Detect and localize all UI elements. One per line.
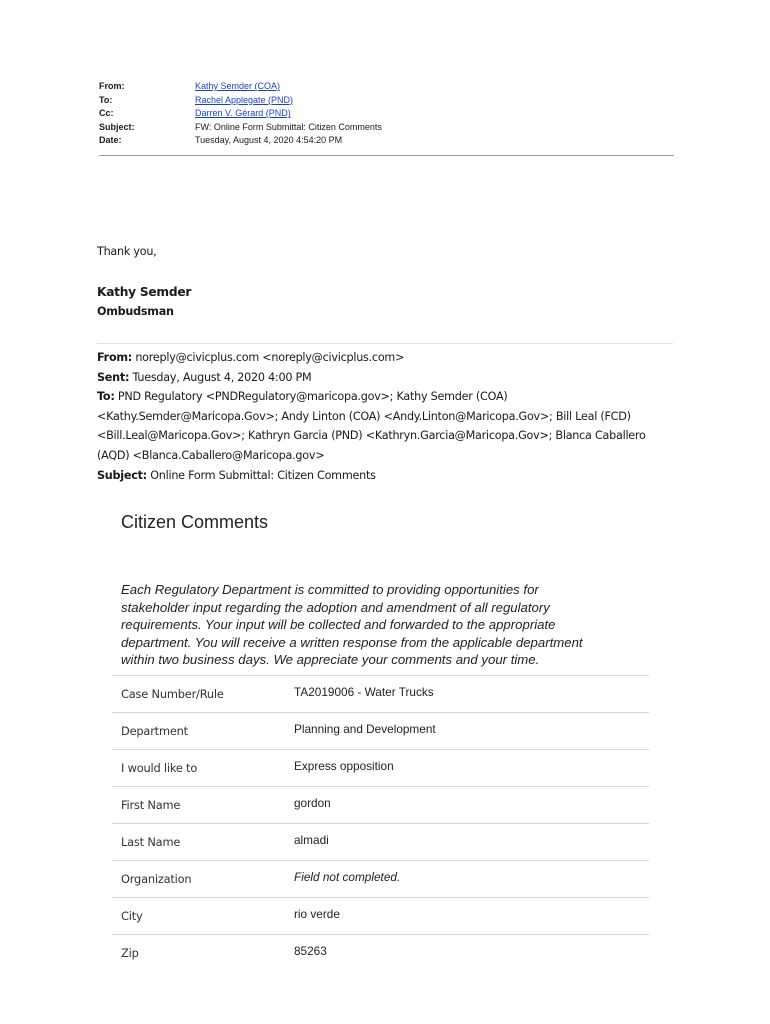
field-value: almadi bbox=[294, 833, 329, 847]
signature-title: Ombudsman bbox=[97, 305, 174, 318]
form-intro-line: Each Regulatory Department is committed to providing opportunities for bbox=[121, 582, 539, 597]
field-value: Field not completed. bbox=[294, 870, 401, 884]
form-row-city bbox=[112, 897, 649, 934]
header-cc-row bbox=[99, 107, 674, 121]
forwarded-from-value: noreply@civicplus.com <noreply@civicplus.com> bbox=[132, 351, 405, 364]
field-label: Case Number/Rule bbox=[121, 687, 224, 701]
form-intro-line: within two business days. We appreciate your comments and your time. bbox=[121, 652, 540, 668]
header-subject-value: FW: Online Form Submittal: Citizen Comments bbox=[195, 121, 382, 132]
header-to-row bbox=[99, 94, 674, 108]
header-date-row bbox=[99, 134, 674, 148]
header-from-row bbox=[99, 80, 674, 94]
forwarded-subject-value: Online Form Submittal: Citizen Comments bbox=[146, 468, 376, 482]
header-divider bbox=[99, 155, 674, 156]
header-cc-link[interactable]: Darren V. Gérard (PND) bbox=[195, 108, 291, 119]
forwarded-header bbox=[97, 348, 677, 485]
field-value: Express opposition bbox=[294, 759, 394, 773]
field-label: I would like to bbox=[121, 761, 198, 775]
signature-name: Kathy Semder bbox=[97, 285, 192, 299]
header-date-value: Tuesday, August 4, 2020 4:54:20 PM bbox=[195, 135, 343, 146]
header-to-link[interactable]: Rachel Applegate (PND) bbox=[195, 94, 294, 105]
field-label: Zip bbox=[121, 946, 139, 960]
form-row-case-number bbox=[112, 675, 649, 712]
form-intro bbox=[121, 581, 651, 669]
field-value: gordon bbox=[294, 796, 331, 810]
forwarded-from-label: From: bbox=[97, 351, 133, 364]
forwarded-sent-value: Tuesday, August 4, 2020 4:00 PM bbox=[129, 370, 312, 384]
form-row-i-would-like-to bbox=[112, 749, 649, 786]
forwarded-from-line bbox=[97, 348, 677, 368]
field-label: City bbox=[121, 909, 143, 923]
forwarded-sent-label: Sent: bbox=[97, 370, 130, 384]
forwarded-to-label: To: bbox=[97, 390, 115, 404]
email-header bbox=[99, 80, 674, 148]
form-row-last-name bbox=[112, 823, 649, 860]
field-label: Department bbox=[121, 724, 188, 738]
field-value: 85263 bbox=[294, 944, 327, 958]
field-value: rio verde bbox=[294, 907, 340, 921]
form-intro-line: stakeholder input regarding the adoption and amendment of all regulatory bbox=[121, 599, 550, 615]
form-row-department bbox=[112, 712, 649, 749]
forwarded-to-line-4: (AQD) <Blanca.Caballero@Maricopa.gov> bbox=[97, 448, 325, 462]
header-from-label: From: bbox=[99, 81, 125, 91]
form-row-zip bbox=[112, 934, 649, 971]
forwarded-to-value-1: PND Regulatory <PNDRegulatory@maricopa.gov>; Kathy Semder (COA) bbox=[114, 390, 508, 404]
header-from-link[interactable]: Kathy Semder (COA) bbox=[195, 81, 281, 91]
form-intro-line: requirements. Your input will be collected and forwarded to the appropriate bbox=[121, 617, 556, 633]
field-label: Organization bbox=[121, 872, 192, 886]
field-value: Planning and Development bbox=[294, 722, 436, 736]
header-subject-row bbox=[99, 121, 674, 135]
forwarded-subject-label: Subject: bbox=[97, 468, 147, 482]
field-label: Last Name bbox=[121, 835, 181, 849]
header-subject-label: Subject: bbox=[99, 121, 135, 132]
forwarded-to-line-3: <Bill.Leal@Maricopa.Gov>; Kathryn Garcia (PND) <Kathryn.Garcia@Maricopa.Gov>; Blanca Caballero bbox=[97, 429, 646, 443]
forward-divider bbox=[97, 343, 673, 344]
form-row-organization bbox=[112, 860, 649, 897]
form-fields-table bbox=[112, 675, 649, 971]
header-cc-label: Cc: bbox=[99, 108, 114, 119]
closing-text: Thank you, bbox=[97, 245, 157, 258]
form-intro-line: department. You will receive a written response from the applicable department bbox=[121, 634, 583, 650]
forwarded-sent-line bbox=[97, 368, 677, 388]
header-to-label: To: bbox=[99, 94, 113, 105]
header-date-label: Date: bbox=[99, 135, 122, 146]
form-title: Citizen Comments bbox=[121, 512, 269, 532]
forwarded-subject-line bbox=[97, 466, 677, 486]
forwarded-to-line-2: <Kathy.Semder@Maricopa.Gov>; Andy Linton (COA) <Andy.Linton@Maricopa.Gov>; Bill Leal (FCD) bbox=[97, 409, 631, 423]
field-label: First Name bbox=[121, 798, 181, 812]
field-value: TA2019006 - Water Trucks bbox=[294, 685, 434, 699]
form-row-first-name bbox=[112, 786, 649, 823]
forwarded-to-line bbox=[97, 387, 677, 407]
